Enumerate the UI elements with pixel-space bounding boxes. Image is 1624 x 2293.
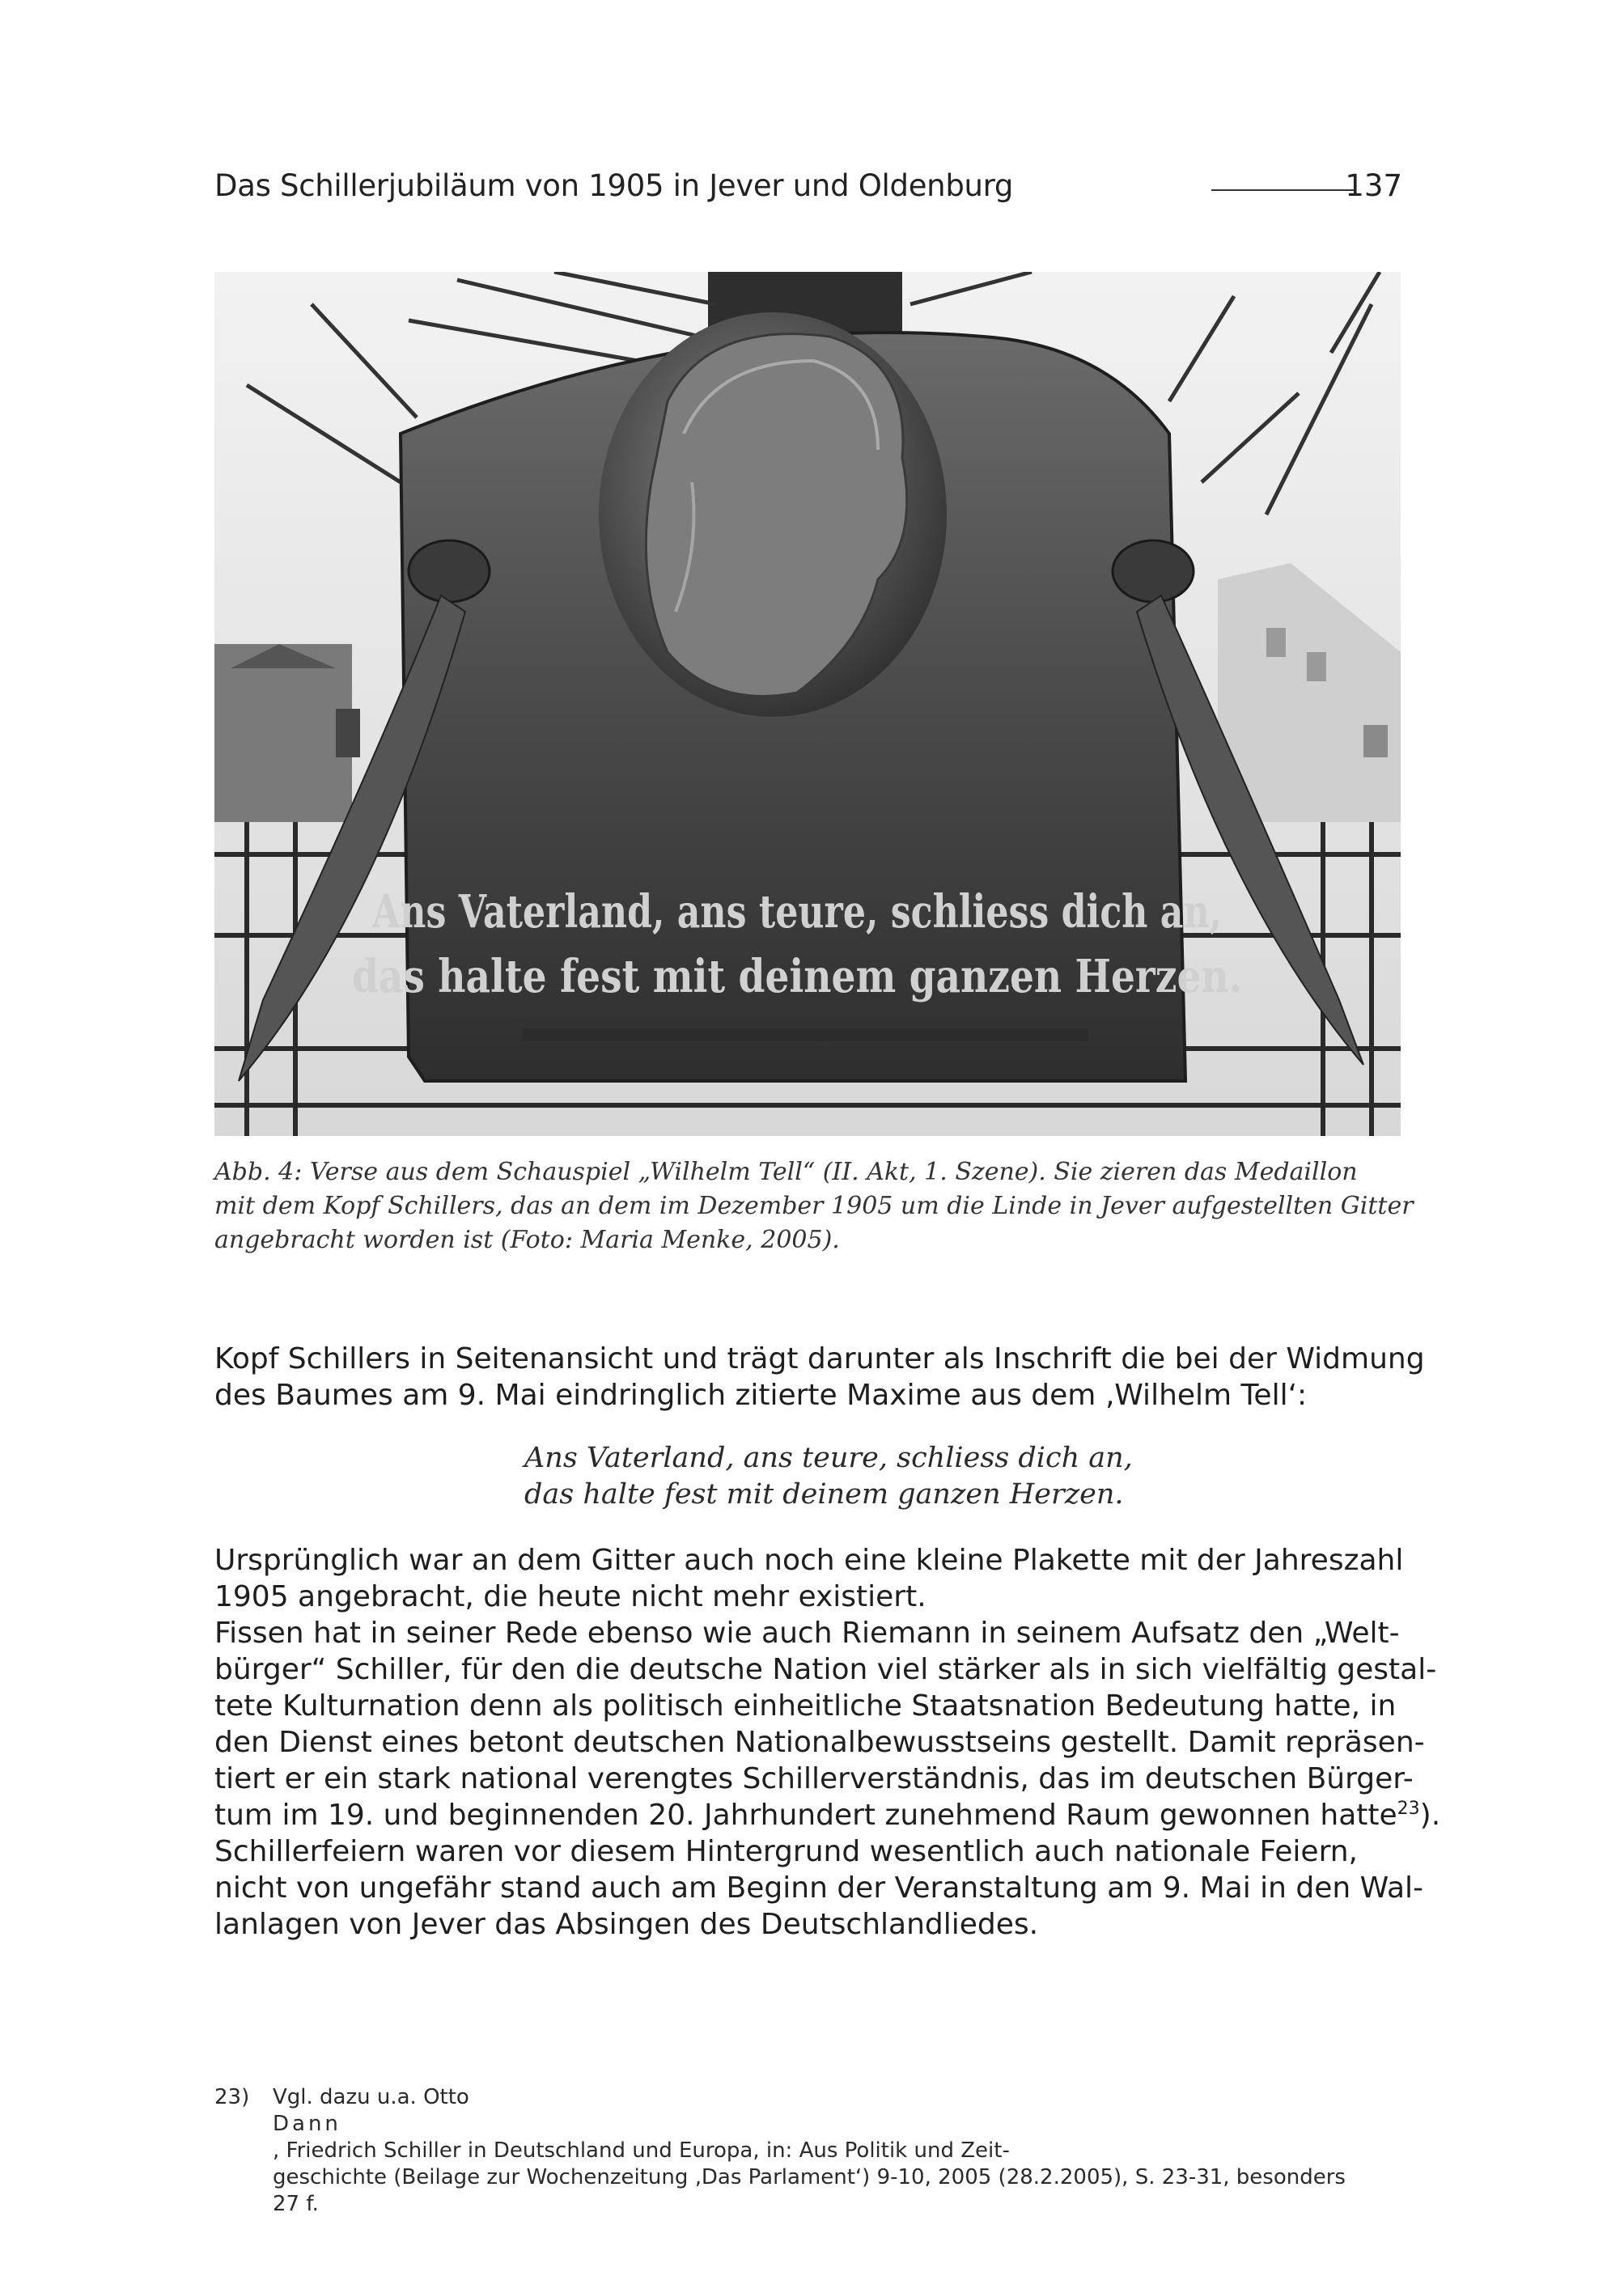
text-line bbox=[214, 1797, 1441, 1833]
caption-line: mit dem Kopf Schillers, das an dem im Dezember 1905 um die Linde in Jever aufgestellten Gitter bbox=[214, 1192, 1414, 1220]
caption-line: Abb. 4: Verse aus dem Schauspiel „Wilhelm Tell“ (II. Akt, 1. Szene). Sie zieren das Medaillon bbox=[214, 1158, 1358, 1186]
text-line: Kopf Schillers in Seitenansicht und trägt darunter als Inschrift die bei der Widmung bbox=[214, 1342, 1425, 1375]
text-line: Schillerfeiern waren vor diesem Hintergrund wesentlich auch nationale Feiern, bbox=[214, 1835, 1358, 1868]
text-line: bürger“ Schiller, für den die deutsche Nation viel stärker als in sich vielfältig gestal- bbox=[214, 1653, 1437, 1686]
inscription-line-1: Ans Vaterland, ans teure, schliess dich an, bbox=[371, 885, 1222, 939]
paragraph-1 bbox=[214, 1341, 1425, 1414]
text-line: nicht von ungefähr stand auch am Beginn der Veranstaltung am 9. Mai in den Wal- bbox=[214, 1871, 1423, 1905]
footnote-line bbox=[273, 2084, 1402, 2164]
photo-illustration bbox=[214, 272, 1401, 1136]
background-house bbox=[214, 644, 360, 822]
figure-caption bbox=[214, 1155, 1414, 1257]
block-quote bbox=[524, 1440, 1414, 1513]
text-line: lanlagen von Jever das Absingen des Deutschlandliedes. bbox=[214, 1908, 1039, 1941]
quote-line: das halte fest mit deinem ganzen Herzen. bbox=[524, 1478, 1124, 1511]
footnote-body bbox=[273, 2084, 1402, 2218]
page-header bbox=[214, 168, 1402, 217]
text-segment: tum im 19. und beginnenden 20. Jahrhundert zunehmend Raum gewonnen hatte bbox=[214, 1799, 1397, 1832]
monument-photo bbox=[214, 272, 1401, 1136]
text-segment: , Friedrich Schiller in Deutschland und Europa, in: Aus Politik und Zeit- bbox=[273, 2138, 1010, 2163]
text-line: des Baumes am 9. Mai eindringlich zitierte Maxime aus dem ‚Wilhelm Tell‘: bbox=[214, 1379, 1308, 1412]
footnote-number: 23) bbox=[214, 2085, 250, 2109]
footnote-line: 27 f. bbox=[273, 2192, 319, 2216]
page-number: 137 bbox=[1345, 168, 1402, 203]
paragraph-2 bbox=[214, 1542, 1402, 1615]
footnote-ref[interactable]: 23 bbox=[1397, 1799, 1420, 1819]
text-line: Fissen hat in seiner Rede ebenso wie auch Riemann in seinem Aufsatz den „Welt- bbox=[214, 1617, 1400, 1650]
plate-trim bbox=[522, 1028, 1088, 1041]
running-title: Das Schillerjubiläum von 1905 in Jever und Oldenburg bbox=[214, 168, 1014, 203]
text-line: 1905 angebracht, die heute nicht mehr existiert. bbox=[214, 1580, 926, 1613]
text-line: tete Kulturnation denn als politisch einheitliche Staatsnation Bedeutung hatte, in bbox=[214, 1689, 1397, 1723]
header-rule bbox=[1211, 189, 1355, 191]
text-segment: Vgl. dazu u.a. Otto bbox=[273, 2085, 469, 2109]
quote-line: Ans Vaterland, ans teure, schliess dich an, bbox=[524, 1442, 1133, 1474]
caption-line: angebracht worden ist (Foto: Maria Menke, 2005). bbox=[214, 1226, 840, 1254]
text-line: tiert er ein stark national verengtes Schillerverständnis, das im deutschen Bürger- bbox=[214, 1762, 1414, 1795]
text-line: den Dienst eines betont deutschen Nationalbewusstseins gestellt. Damit repräsen- bbox=[214, 1726, 1425, 1759]
text-line: Ursprünglich war an dem Gitter auch noch eine kleine Plakette mit der Jahreszahl bbox=[214, 1544, 1404, 1577]
inscription-line-2: das halte fest mit deinem ganzen Herzen. bbox=[352, 950, 1242, 1003]
author-name: Dann bbox=[273, 2112, 341, 2136]
paragraph-3 bbox=[214, 1615, 1441, 1943]
text-segment: ). bbox=[1419, 1799, 1441, 1832]
footnote-line: geschichte (Beilage zur Wochenzeitung ‚Das Parlament‘) 9-10, 2005 (28.2.2005), S. 23-31, besonders bbox=[273, 2165, 1346, 2189]
